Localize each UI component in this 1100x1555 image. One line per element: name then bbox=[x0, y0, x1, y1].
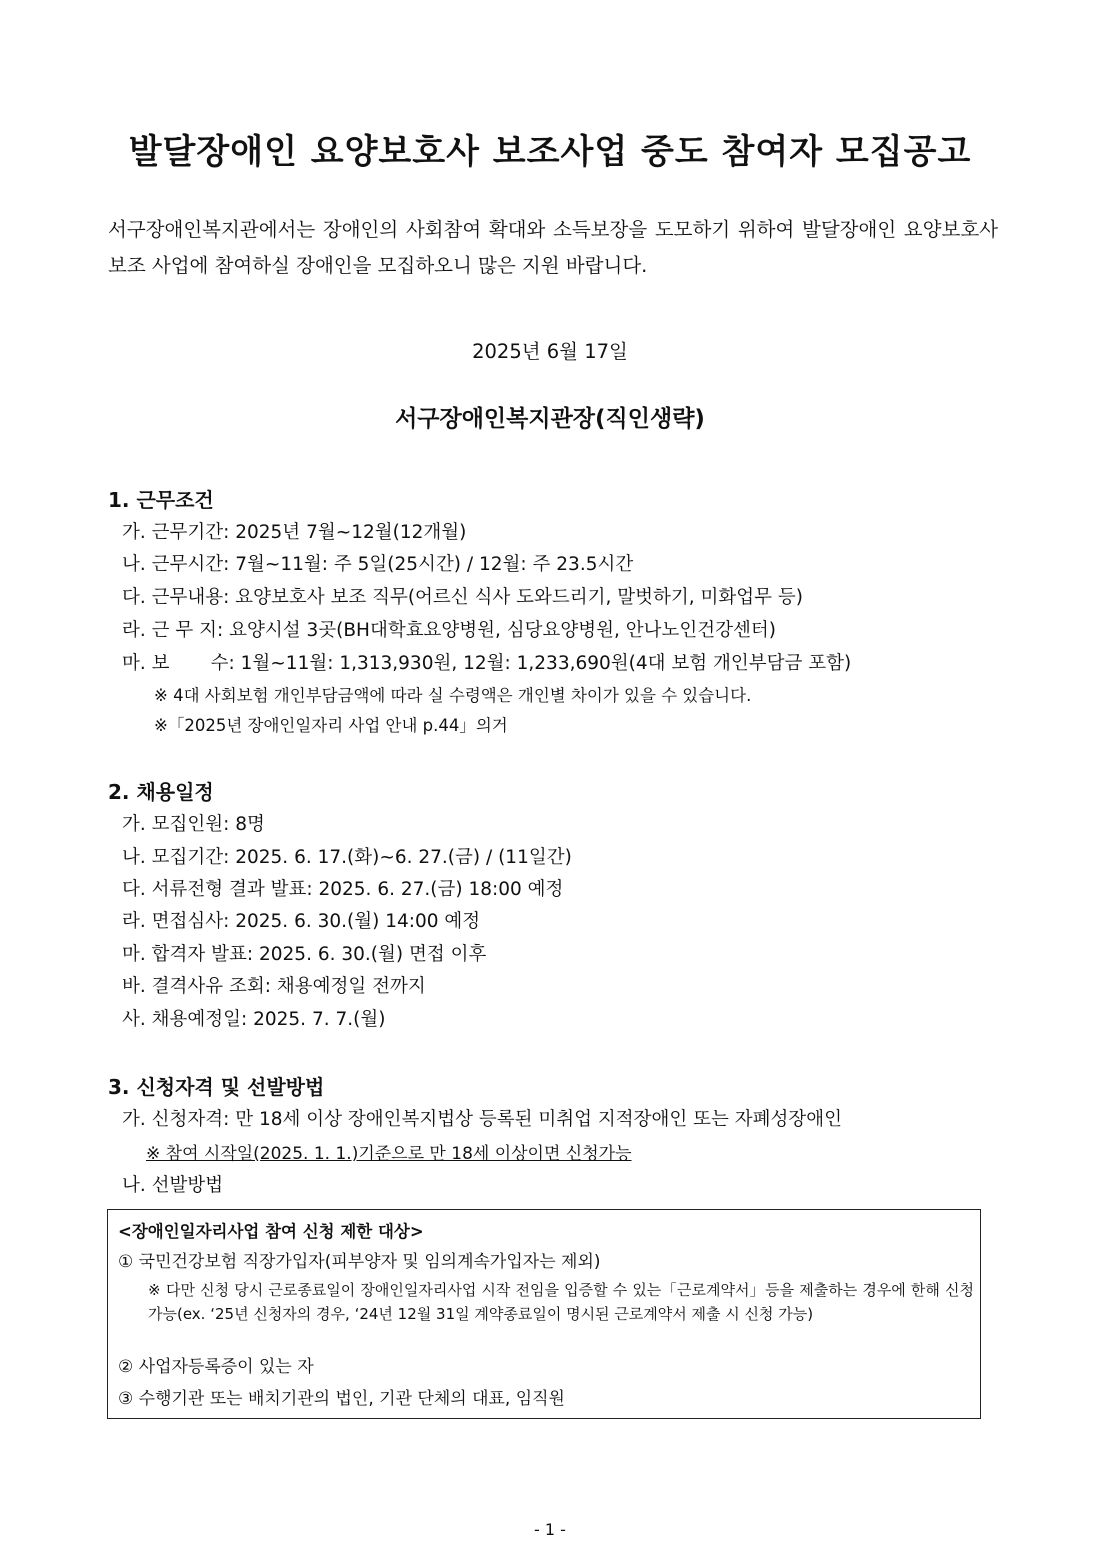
section-2-item: 마. 합격자 발표: 2025. 6. 30.(월) 면접 이후 bbox=[122, 944, 487, 965]
announcement-date: 2025년 6월 17일 bbox=[472, 340, 628, 363]
restriction-note: ※ 다만 신청 당시 근로종료일이 장애인일자리사업 시작 전임을 입증할 수 있는「근로계약서」등을 제출하는 경우에 한해 신청 가능(ex. ‘25년 신청자의 경우, ‘24년 12월 31일 계약종료일이 명시된 근로계약서 제출 시 신청 가능) bbox=[148, 1281, 974, 1323]
restriction-item: ③ 수행기관 또는 배치기관의 법인, 기관 단체의 대표, 임직원 bbox=[118, 1389, 565, 1409]
intro-paragraph: 서구장애인복지관에서는 장애인의 사회참여 확대와 소득보장을 도모하기 위하여 발달장애인 요양보호사 보조 사업에 참여하실 장애인을 모집하오니 많은 지원 바랍니다. bbox=[108, 218, 998, 277]
section-1-heading: 1. 근무조건 bbox=[108, 488, 214, 512]
section-1-item: 다. 근무내용: 요양보호사 보조 직무(어르신 식사 도와드리기, 말벗하기, 미화업무 등) bbox=[122, 587, 803, 608]
eligibility-note: ※ 참여 시작일(2025. 1. 1.)기준으로 만 18세 이상이면 신청가능 bbox=[146, 1144, 632, 1164]
section-2-item: 사. 채용예정일: 2025. 7. 7.(월) bbox=[122, 1009, 386, 1030]
section-2-item: 바. 결격사유 조회: 채용예정일 전까지 bbox=[122, 976, 426, 997]
section-1-item: 나. 근무시간: 7월~11월: 주 5일(25시간) / 12월: 주 23.5시간 bbox=[122, 554, 634, 575]
section-3-heading: 3. 신청자격 및 선발방법 bbox=[108, 1075, 325, 1099]
restriction-item: ① 국민건강보험 직장가입자(피부양자 및 임의계속가입자는 제외) bbox=[118, 1252, 601, 1272]
section-1-item: 라. 근 무 지: 요양시설 3곳(BH대학효요양병원, 심당요양병원, 안나노인건강센터) bbox=[122, 620, 776, 641]
page-title: 발달장애인 요양보호사 보조사업 중도 참여자 모집공고 bbox=[128, 132, 972, 172]
section-1-note: ※「2025년 장애인일자리 사업 안내 p.44」의거 bbox=[154, 716, 508, 735]
restriction-box-title: <장애인일자리사업 참여 신청 제한 대상> bbox=[118, 1222, 424, 1241]
eligibility-item: 가. 신청자격: 만 18세 이상 장애인복지법상 등록된 미취업 지적장애인 또는 자폐성장애인 bbox=[122, 1109, 842, 1130]
issuing-organization: 서구장애인복지관장(직인생략) bbox=[395, 406, 705, 432]
section-2-heading: 2. 채용일정 bbox=[108, 780, 214, 804]
page-number: - 1 - bbox=[534, 1520, 566, 1539]
section-1-note: ※ 4대 사회보험 개인부담금액에 따라 실 수령액은 개인별 차이가 있을 수 있습니다. bbox=[154, 686, 752, 705]
selection-method-item: 나. 선발방법 bbox=[122, 1175, 224, 1196]
section-1-item: 가. 근무기간: 2025년 7월~12월(12개월) bbox=[122, 522, 467, 543]
section-1-item: 마. 보 수: 1월~11월: 1,313,930원, 12월: 1,233,690원(4대 보험 개인부담금 포함) bbox=[122, 653, 852, 674]
section-2-item: 다. 서류전형 결과 발표: 2025. 6. 27.(금) 18:00 예정 bbox=[122, 879, 564, 900]
restriction-item: ② 사업자등록증이 있는 자 bbox=[118, 1357, 314, 1377]
section-2-item: 가. 모집인원: 8명 bbox=[122, 814, 265, 835]
section-2-item: 라. 면접심사: 2025. 6. 30.(월) 14:00 예정 bbox=[122, 911, 481, 932]
section-2-item: 나. 모집기간: 2025. 6. 17.(화)~6. 27.(금) / (11일간) bbox=[122, 847, 572, 868]
